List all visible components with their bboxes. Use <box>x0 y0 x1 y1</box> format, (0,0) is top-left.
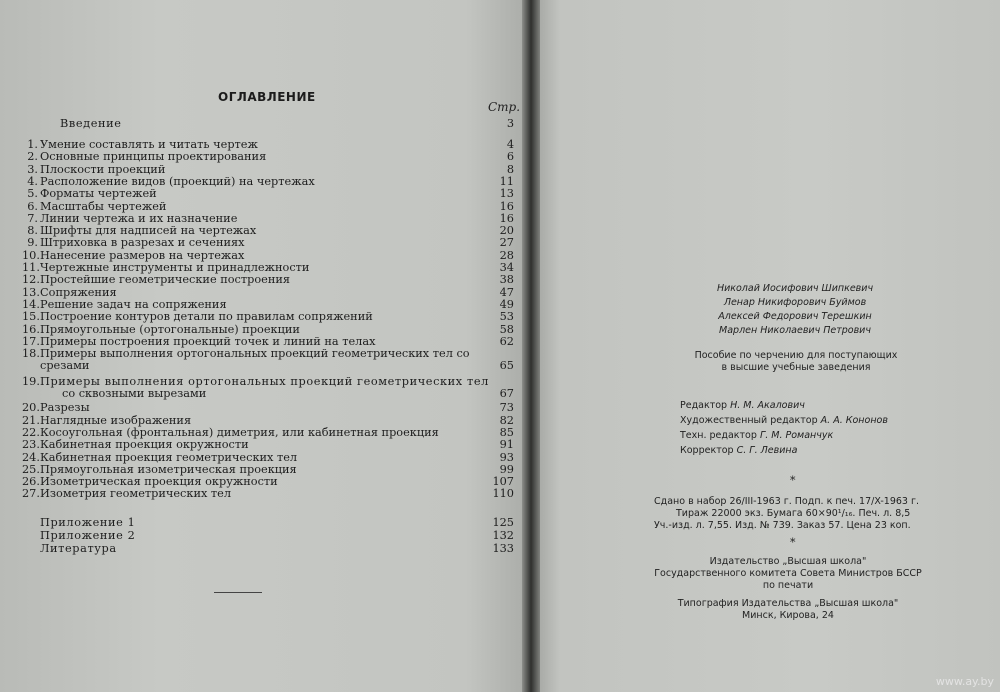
toc-item-label: Построение контуров детали по правилам сопряжений <box>40 310 373 324</box>
toc-item-number: 9. <box>27 236 38 250</box>
toc-item-page: 38 <box>499 273 514 287</box>
toc-item-number: 17. <box>22 334 40 348</box>
toc-item-label: Изометрия геометрических тел <box>40 487 232 501</box>
toc-item-label: Решение задач на сопряжения <box>40 297 227 311</box>
toc-item-number: 19. <box>22 374 40 388</box>
toc-row-continued <box>22 387 516 401</box>
toc-item-label: Разрезы <box>40 401 90 415</box>
toc-item-label: Прямоугольная изометрическая проекция <box>40 462 297 476</box>
editor-line: Корректор С. Г. Левина <box>680 445 798 456</box>
toc-item-page: 110 <box>492 487 514 501</box>
toc-item-number: 25. <box>22 462 40 476</box>
toc-item-page: 125 <box>492 515 514 529</box>
toc-item-page: 8 <box>506 162 514 176</box>
toc-item-number: 10. <box>22 248 40 262</box>
toc-item-page: 4 <box>506 138 514 151</box>
toc-item-page: 93 <box>499 450 514 464</box>
toc-item-label: Примеры построения проекций точек и линий на телах <box>40 334 376 348</box>
toc-row-continued <box>22 359 516 373</box>
toc-item-label: Кабинетная проекция геометрических тел <box>40 450 298 464</box>
toc-item-page: 34 <box>499 261 514 274</box>
toc-item-number: 2. <box>27 150 38 164</box>
toc-item-label: Приложение 1 <box>40 515 136 529</box>
toc-appendix <box>22 542 516 556</box>
toc-item-label: Масштабы чертежей <box>40 199 167 213</box>
toc-item-number: 12. <box>22 273 40 287</box>
editors-block <box>680 398 940 458</box>
toc-item-label: Сопряжения <box>40 285 117 299</box>
book-spine <box>522 0 540 692</box>
toc-item-number: 5. <box>27 187 38 201</box>
editor-line: Техн. редактор Г. М. Романчук <box>680 430 834 441</box>
toc-item-label: Прямоугольные (ортогональные) проекции <box>40 322 300 336</box>
toc-item-label: Примеры выполнения ортогональных проекций геометрических тел со <box>40 347 470 361</box>
toc-item-number: 18. <box>22 347 40 361</box>
toc-item-page: 73 <box>499 401 514 415</box>
print-info-line: Тираж 22000 экз. Бумага 60×90¹/₁₆. Печ. л. 8,5 <box>676 508 911 519</box>
toc-item-page: 58 <box>499 322 514 336</box>
editor-line: Редактор Н. М. Акалович <box>680 400 805 411</box>
print-info-line: Уч.-изд. л. 7,55. Изд. № 739. Заказ 57. Цена 23 коп. <box>654 520 911 531</box>
toc-item-page: 85 <box>499 425 514 439</box>
toc-item-number: 27. <box>22 487 40 501</box>
toc-item-label: Основные принципы проектирования <box>40 150 267 164</box>
toc-item-label: Введение <box>60 117 122 130</box>
toc-item-number: 3. <box>27 162 38 176</box>
toc-item-number: 14. <box>22 297 40 311</box>
toc-item-number: 20. <box>22 401 40 415</box>
toc-item-number: 22. <box>22 425 40 439</box>
toc-item-page: 67 <box>499 387 514 400</box>
publisher-line: Государственного комитета Совета Министров БССР <box>654 568 922 579</box>
toc-item-page: 28 <box>499 248 514 262</box>
toc-item-page: 82 <box>499 413 514 427</box>
author-name: Николай Иосифович Шипкевич <box>716 283 874 294</box>
toc-item-page: 16 <box>499 199 514 213</box>
printing-house-line: Минск, Кирова, 24 <box>742 610 834 621</box>
toc-item-number: 11. <box>22 261 40 274</box>
authors-block <box>670 282 920 338</box>
watermark: www.ay.by <box>935 675 994 688</box>
toc-appendix <box>22 529 516 543</box>
separator-star: * <box>790 474 796 487</box>
toc-item-label: Плоскости проекций <box>40 162 166 176</box>
toc-item-page: 133 <box>492 541 514 555</box>
toc-item-page: 99 <box>499 462 514 476</box>
printing-house-line: Типография Издательства „Высшая школа" <box>677 598 899 609</box>
purpose-line: Пособие по черчению для поступающих <box>694 350 898 361</box>
toc-item-page: 65 <box>499 359 514 373</box>
toc-item-label: Форматы чертежей <box>40 187 157 201</box>
toc-item-number: 16. <box>22 322 40 336</box>
toc-title: ОГЛАВЛЕНИЕ <box>218 90 316 104</box>
print-info <box>654 496 926 532</box>
purpose-line: в высшие учебные заведения <box>721 362 871 373</box>
toc-item-number: 26. <box>22 475 40 489</box>
toc-item-number: 8. <box>27 224 38 238</box>
toc-item-number: 1. <box>27 138 38 151</box>
separator-star: * <box>790 536 796 549</box>
toc-item-label: Нанесение размеров на чертежах <box>40 248 245 262</box>
toc-item-page: 27 <box>499 236 514 250</box>
editor-line: Художественный редактор А. А. Кононов <box>680 415 888 426</box>
toc-row <box>22 487 516 501</box>
toc-item-label: срезами <box>40 359 90 373</box>
page-column-label: Стр. <box>488 100 521 114</box>
toc-item-label: Шрифты для надписей на чертежах <box>40 224 257 238</box>
toc-item-page: 132 <box>492 528 514 542</box>
publisher-line: по печати <box>762 580 814 591</box>
author-name: Алексей Федорович Терешкин <box>718 311 872 322</box>
toc-item-label: Наглядные изображения <box>40 413 192 427</box>
toc-appendix <box>22 516 516 530</box>
toc-item-label: Кабинетная проекция окружности <box>40 438 249 452</box>
publisher-block <box>648 556 928 592</box>
toc-item-page: 62 <box>499 334 514 348</box>
toc-item-number: 21. <box>22 413 40 427</box>
toc-item-label: Приложение 2 <box>40 528 136 542</box>
publisher-line: Издательство „Высшая школа" <box>709 556 867 567</box>
toc-item-label: Линии чертежа и их назначение <box>40 211 238 225</box>
divider-line <box>214 592 262 593</box>
toc-intro <box>22 117 516 131</box>
toc-item-page: 107 <box>492 475 514 489</box>
toc-item-label: Литература <box>40 541 117 555</box>
toc-item-number: 24. <box>22 450 40 464</box>
book-purpose <box>672 350 920 374</box>
toc-item-page: 20 <box>499 224 514 238</box>
author-name: Марлен Николаевич Петрович <box>719 325 871 336</box>
toc-item-page: 47 <box>499 285 514 299</box>
toc-item-label: Простейшие геометрические построения <box>40 273 291 287</box>
toc-item-label: Примеры выполнения ортогональных проекций геометрических тел <box>40 374 489 388</box>
toc-item-page: 49 <box>499 297 514 311</box>
printing-house-block <box>648 598 928 622</box>
print-info-line: Сдано в набор 26/III-1963 г. Подп. к печ. 17/X-1963 г. <box>654 496 919 507</box>
toc-item-page: 53 <box>499 310 514 324</box>
toc-item-label: Изометрическая проекция окружности <box>40 475 278 489</box>
toc-item-label: Штриховка в разрезах и сечениях <box>40 236 245 250</box>
toc-item-label: Косоугольная (фронтальная) диметрия, или кабинетная проекция <box>40 425 439 439</box>
toc-item-page: 16 <box>499 211 514 225</box>
toc-item-label: Чертежные инструменты и принадлежности <box>40 261 310 274</box>
toc-item-number: 13. <box>22 285 40 299</box>
toc-item-page: 11 <box>499 174 514 188</box>
toc-item-number: 23. <box>22 438 40 452</box>
toc-item-number: 6. <box>27 199 38 213</box>
toc-item-page: 91 <box>499 438 514 452</box>
toc-item-label: Расположение видов (проекций) на чертежах <box>40 174 315 188</box>
author-name: Ленар Никифорович Буймов <box>723 297 867 308</box>
toc-item-label: Умение составлять и читать чертеж <box>40 138 258 151</box>
toc-item-label: со сквозными вырезами <box>62 387 207 400</box>
toc-item-number: 4. <box>27 174 38 188</box>
toc-item-number: 7. <box>27 211 38 225</box>
toc-item-page: 13 <box>499 187 514 201</box>
toc-item-page: 3 <box>506 117 514 130</box>
toc-item-number: 15. <box>22 310 40 324</box>
toc-item-page: 6 <box>506 150 514 164</box>
